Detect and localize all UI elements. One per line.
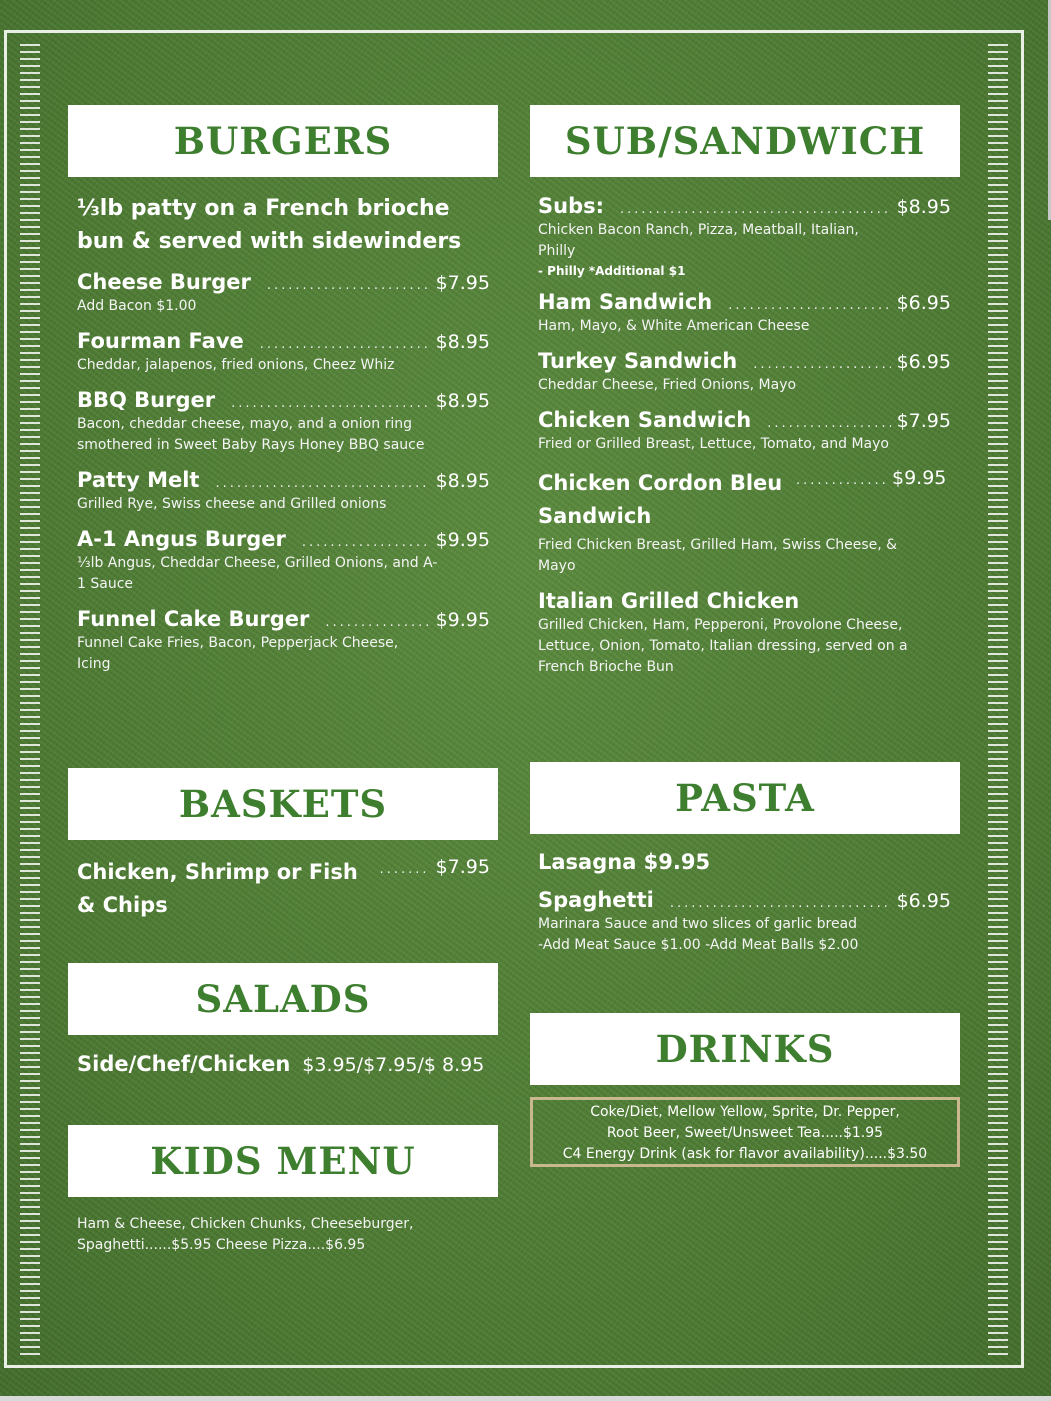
menu-item-lasagna: Lasagna $9.95	[538, 850, 711, 874]
drinks-title: DRINKS	[655, 1027, 835, 1071]
item-price: $7.95	[896, 410, 951, 432]
menu-item-a1-angus-burger	[77, 527, 490, 595]
burgers-title: BURGERS	[173, 119, 393, 163]
item-name: Patty Melt	[77, 468, 200, 492]
baskets-title: BASKETS	[178, 782, 388, 826]
item-name: A-1 Angus Burger	[77, 527, 286, 551]
drinks-line-1: Coke/Diet, Mellow Yellow, Sprite, Dr. Pepper,	[590, 1104, 900, 1120]
baskets-section	[77, 856, 490, 922]
item-price: $3.95/$7.95/$ 8.95	[302, 1054, 485, 1076]
drinks-list-box	[530, 1097, 960, 1167]
kids-title: KIDS MENU	[150, 1139, 416, 1183]
burgers-intro	[77, 192, 490, 258]
dot-leader	[215, 476, 429, 492]
item-description: Cheddar, jalapenos, fried onions, Cheez Whiz	[77, 357, 395, 373]
kids-line-1: Ham & Cheese, Chicken Chunks, Cheeseburger,	[77, 1216, 414, 1232]
salads-section	[77, 1052, 517, 1076]
menu-item-patty-melt	[77, 468, 490, 515]
menu-item-italian-grilled-chicken	[538, 589, 951, 678]
burgers-section	[77, 192, 490, 675]
item-name: Funnel Cake Burger	[77, 607, 310, 631]
item-note: - Philly *Additional $1	[538, 264, 686, 278]
pasta-header	[530, 762, 960, 834]
item-name: Turkey Sandwich	[538, 349, 738, 373]
item-name: Spaghetti	[538, 888, 654, 912]
page-bottom-edge	[0, 1396, 1051, 1401]
menu-item-subs	[538, 194, 951, 278]
item-name: Italian Grilled Chicken	[538, 589, 800, 613]
pasta-section	[538, 850, 951, 956]
item-price: $8.95	[896, 196, 951, 218]
item-name: BBQ Burger	[77, 388, 216, 412]
dot-leader	[728, 298, 890, 314]
menu-item-funnel-cake-burger	[77, 607, 490, 675]
burgers-intro-line-1: ⅓lb patty on a French brioche	[77, 196, 450, 221]
item-description: Add Bacon $1.00	[77, 298, 197, 314]
menu-item-turkey-sandwich	[538, 349, 951, 396]
dot-leader	[231, 396, 429, 412]
drinks-line-2: Root Beer, Sweet/Unsweet Tea.....$1.95	[606, 1125, 884, 1141]
dot-leader	[796, 473, 886, 489]
item-description: Fried Chicken Breast, Grilled Ham, Swiss Cheese, & Mayo	[538, 537, 898, 574]
menu-item-chicken-sandwich	[538, 408, 951, 455]
item-description: Cheddar Cheese, Fried Onions, Mayo	[538, 377, 797, 393]
drinks-header	[530, 1013, 960, 1085]
item-description-line-1: Marinara Sauce and two slices of garlic bread	[538, 916, 858, 932]
menu-item-fourman-fave	[77, 329, 490, 376]
item-price: $6.95	[896, 890, 951, 912]
item-price: $8.95	[435, 331, 490, 353]
item-price: $6.95	[896, 292, 951, 314]
item-price: $8.95	[435, 470, 490, 492]
yard-lines-left	[20, 44, 40, 1359]
item-description: Bacon, cheddar cheese, mayo, and a onion ring smothered in Sweet Baby Rays Honey BBQ sauce	[77, 416, 425, 453]
menu-item-spaghetti	[538, 888, 951, 956]
baskets-header	[68, 768, 498, 840]
item-name: Chicken Cordon Bleu Sandwich	[538, 471, 783, 528]
item-price: $9.95	[435, 609, 490, 631]
menu-item-bbq-burger	[77, 388, 490, 456]
item-description: Fried or Grilled Breast, Lettuce, Tomato, and Mayo	[538, 436, 889, 452]
item-description: ⅓lb Angus, Cheddar Cheese, Grilled Onions, and A-1 Sauce	[77, 555, 438, 592]
subs-header	[530, 105, 960, 177]
item-description: Funnel Cake Fries, Bacon, Pepperjack Cheese, Icing	[77, 635, 399, 672]
subs-title: SUB/SANDWICH	[564, 119, 926, 163]
item-name: Fourman Fave	[77, 329, 244, 353]
item-name: Chicken Sandwich	[538, 408, 752, 432]
salads-title: SALADS	[195, 977, 371, 1021]
menu-item-baskets	[77, 856, 490, 922]
dot-leader	[620, 202, 891, 218]
dot-leader	[260, 337, 430, 353]
item-description: Grilled Chicken, Ham, Pepperoni, Provolone Cheese, Lettuce, Onion, Tomato, Italian dressing, served on a French Brioche Bun	[538, 617, 908, 675]
item-price: $7.95	[435, 856, 490, 878]
item-price: $8.95	[435, 390, 490, 412]
menu-item-chicken-cordon-bleu	[538, 467, 951, 577]
dot-leader	[302, 535, 430, 551]
kids-header	[68, 1125, 498, 1197]
item-name: Side/Chef/Chicken	[77, 1052, 291, 1076]
item-price: $7.95	[435, 272, 490, 294]
item-name: Ham Sandwich	[538, 290, 713, 314]
item-price: $9.95	[435, 529, 490, 551]
kids-line-2: Spaghetti......$5.95 Cheese Pizza....$6.95	[77, 1237, 366, 1253]
drinks-line-3: C4 Energy Drink (ask for flavor availability).....$3.50	[562, 1146, 928, 1162]
pasta-title: PASTA	[675, 776, 815, 820]
burgers-header	[68, 105, 498, 177]
dot-leader	[267, 278, 430, 294]
dot-leader	[670, 896, 891, 912]
dot-leader	[325, 615, 429, 631]
menu-item-salads	[77, 1052, 517, 1076]
item-description: Ham, Mayo, & White American Cheese	[538, 318, 810, 334]
dot-leader	[380, 862, 430, 878]
item-price: $6.95	[896, 351, 951, 373]
kids-section	[77, 1212, 490, 1256]
dot-leader	[753, 357, 890, 373]
item-name: Chicken, Shrimp or Fish & Chips	[77, 860, 358, 917]
burgers-intro-line-2: bun & served with sidewinders	[77, 229, 462, 254]
menu-item-cheese-burger	[77, 270, 490, 317]
subs-section	[538, 186, 951, 678]
item-description: Grilled Rye, Swiss cheese and Grilled onions	[77, 496, 387, 512]
salads-header	[68, 963, 498, 1035]
yard-lines-right	[988, 44, 1008, 1359]
item-name: Cheese Burger	[77, 270, 251, 294]
menu-item-ham-sandwich	[538, 290, 951, 337]
item-price: $9.95	[892, 467, 947, 489]
item-description: Chicken Bacon Ranch, Pizza, Meatball, Italian, Philly	[538, 222, 859, 259]
item-description-line-2: -Add Meat Sauce $1.00 -Add Meat Balls $2.00	[538, 937, 859, 953]
item-name: Subs:	[538, 194, 605, 218]
dot-leader	[767, 416, 890, 432]
